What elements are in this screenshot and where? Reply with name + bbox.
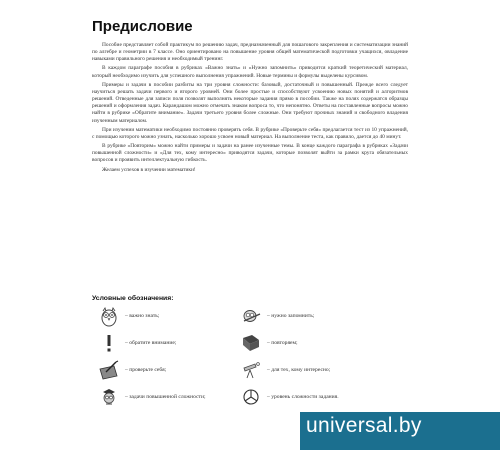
- legend-label: – проверьте себя;: [125, 367, 167, 373]
- legend-label: – важно знать;: [125, 313, 160, 319]
- legend-item-remember: [238, 305, 314, 327]
- legend-label: – повторяем;: [267, 340, 298, 346]
- paragraph-4: При изучении математики необходимо постоянно проверять себя. В рубрике «Проверьте себя» предлагается тест из 10 упражнений, с помощью которого можно узнать, насколько хорошо усвоен новый материал. На выполнение теста, как правило, дается до 40 минут.: [92, 126, 408, 140]
- owl-pencil-icon: [238, 305, 264, 327]
- page-title: Предисловие: [92, 18, 193, 35]
- paragraph-1: Пособие представляет собой практикум по решению задач, предназначенный для пошагового закрепления и систематизации знаний по алгебре и геометрии в 7 классе. Оно ориентировано на повышение уровня общей математической подготовки учащихся, овладение навыками правильного решения и необходимый тренинг.: [92, 42, 408, 63]
- legend-item-important: [96, 305, 159, 327]
- exclamation-icon: [96, 332, 122, 354]
- legend-item-repeat: [238, 332, 298, 354]
- paragraph-6: Желаем успехов в изучении математики!: [102, 166, 196, 173]
- student-icon: [96, 386, 122, 408]
- paragraph-5: В рубрике «Повторим» можно найти примеры и задачи на ранее изученные темы. В конце каждого параграфа в рубриках «Задачи повышенной сложности» и «Для тех, кому интересно» приводятся задачи, которые позволят выйти за рамки круга обязательных вопросов и проявить интеллектуальную гибкость.: [92, 143, 408, 164]
- legend-label: – уровень сложности задания.: [267, 394, 339, 400]
- legend-item-check: [96, 359, 166, 381]
- legend-item-attention: [96, 332, 176, 354]
- legend-item-interesting: [238, 359, 330, 381]
- owl-icon: [96, 305, 122, 327]
- legend-label: – задачи повышенной сложности;: [125, 394, 206, 400]
- legend-item-level: [238, 386, 339, 408]
- book-icon: [238, 332, 264, 354]
- mercedes-circle-icon: [238, 386, 264, 408]
- legend-title: Условные обозначения:: [92, 295, 174, 302]
- legend-label: – нужно запомнить;: [267, 313, 315, 319]
- notebook-pen-icon: [96, 359, 122, 381]
- preface-body: [92, 42, 408, 176]
- legend-label: – обратите внимание;: [125, 340, 177, 346]
- telescope-icon: [238, 359, 264, 381]
- watermark-text: universal.by: [306, 414, 422, 437]
- legend-item-advanced: [96, 386, 206, 408]
- paragraph-2: В каждом параграфе пособия в рубриках «Важно знать» и «Нужно запомнить» приводится краткий теоретический материал, который необходимо изучить для успешного выполнения упражнений. Новые термины и формулы выделены курсивом.: [92, 65, 408, 79]
- paragraph-3: Примеры и задачи в пособии разбиты на три уровня сложности: базовый, достаточный и повышенный. Прежде всего следует научиться решать задачи первого и второго уровней. Они более простые и способствуют усвоению новых понятий и алгоритмов решений. Отведенные для записи поля позволят выполнять некоторые задания прямо в пособии. Также на полях содержатся образцы решений и оформления задач. Карандашом можно отмечать знаком вопроса то, что непонятно. Ответы на поставленные вопросы можно найти в рубрике «Обратите внимание». Задачи третьего уровня более сложные. Они требуют прочных знаний и свободного владения изученным материалом.: [92, 81, 408, 124]
- legend-label: – для тех, кому интересно;: [267, 367, 331, 373]
